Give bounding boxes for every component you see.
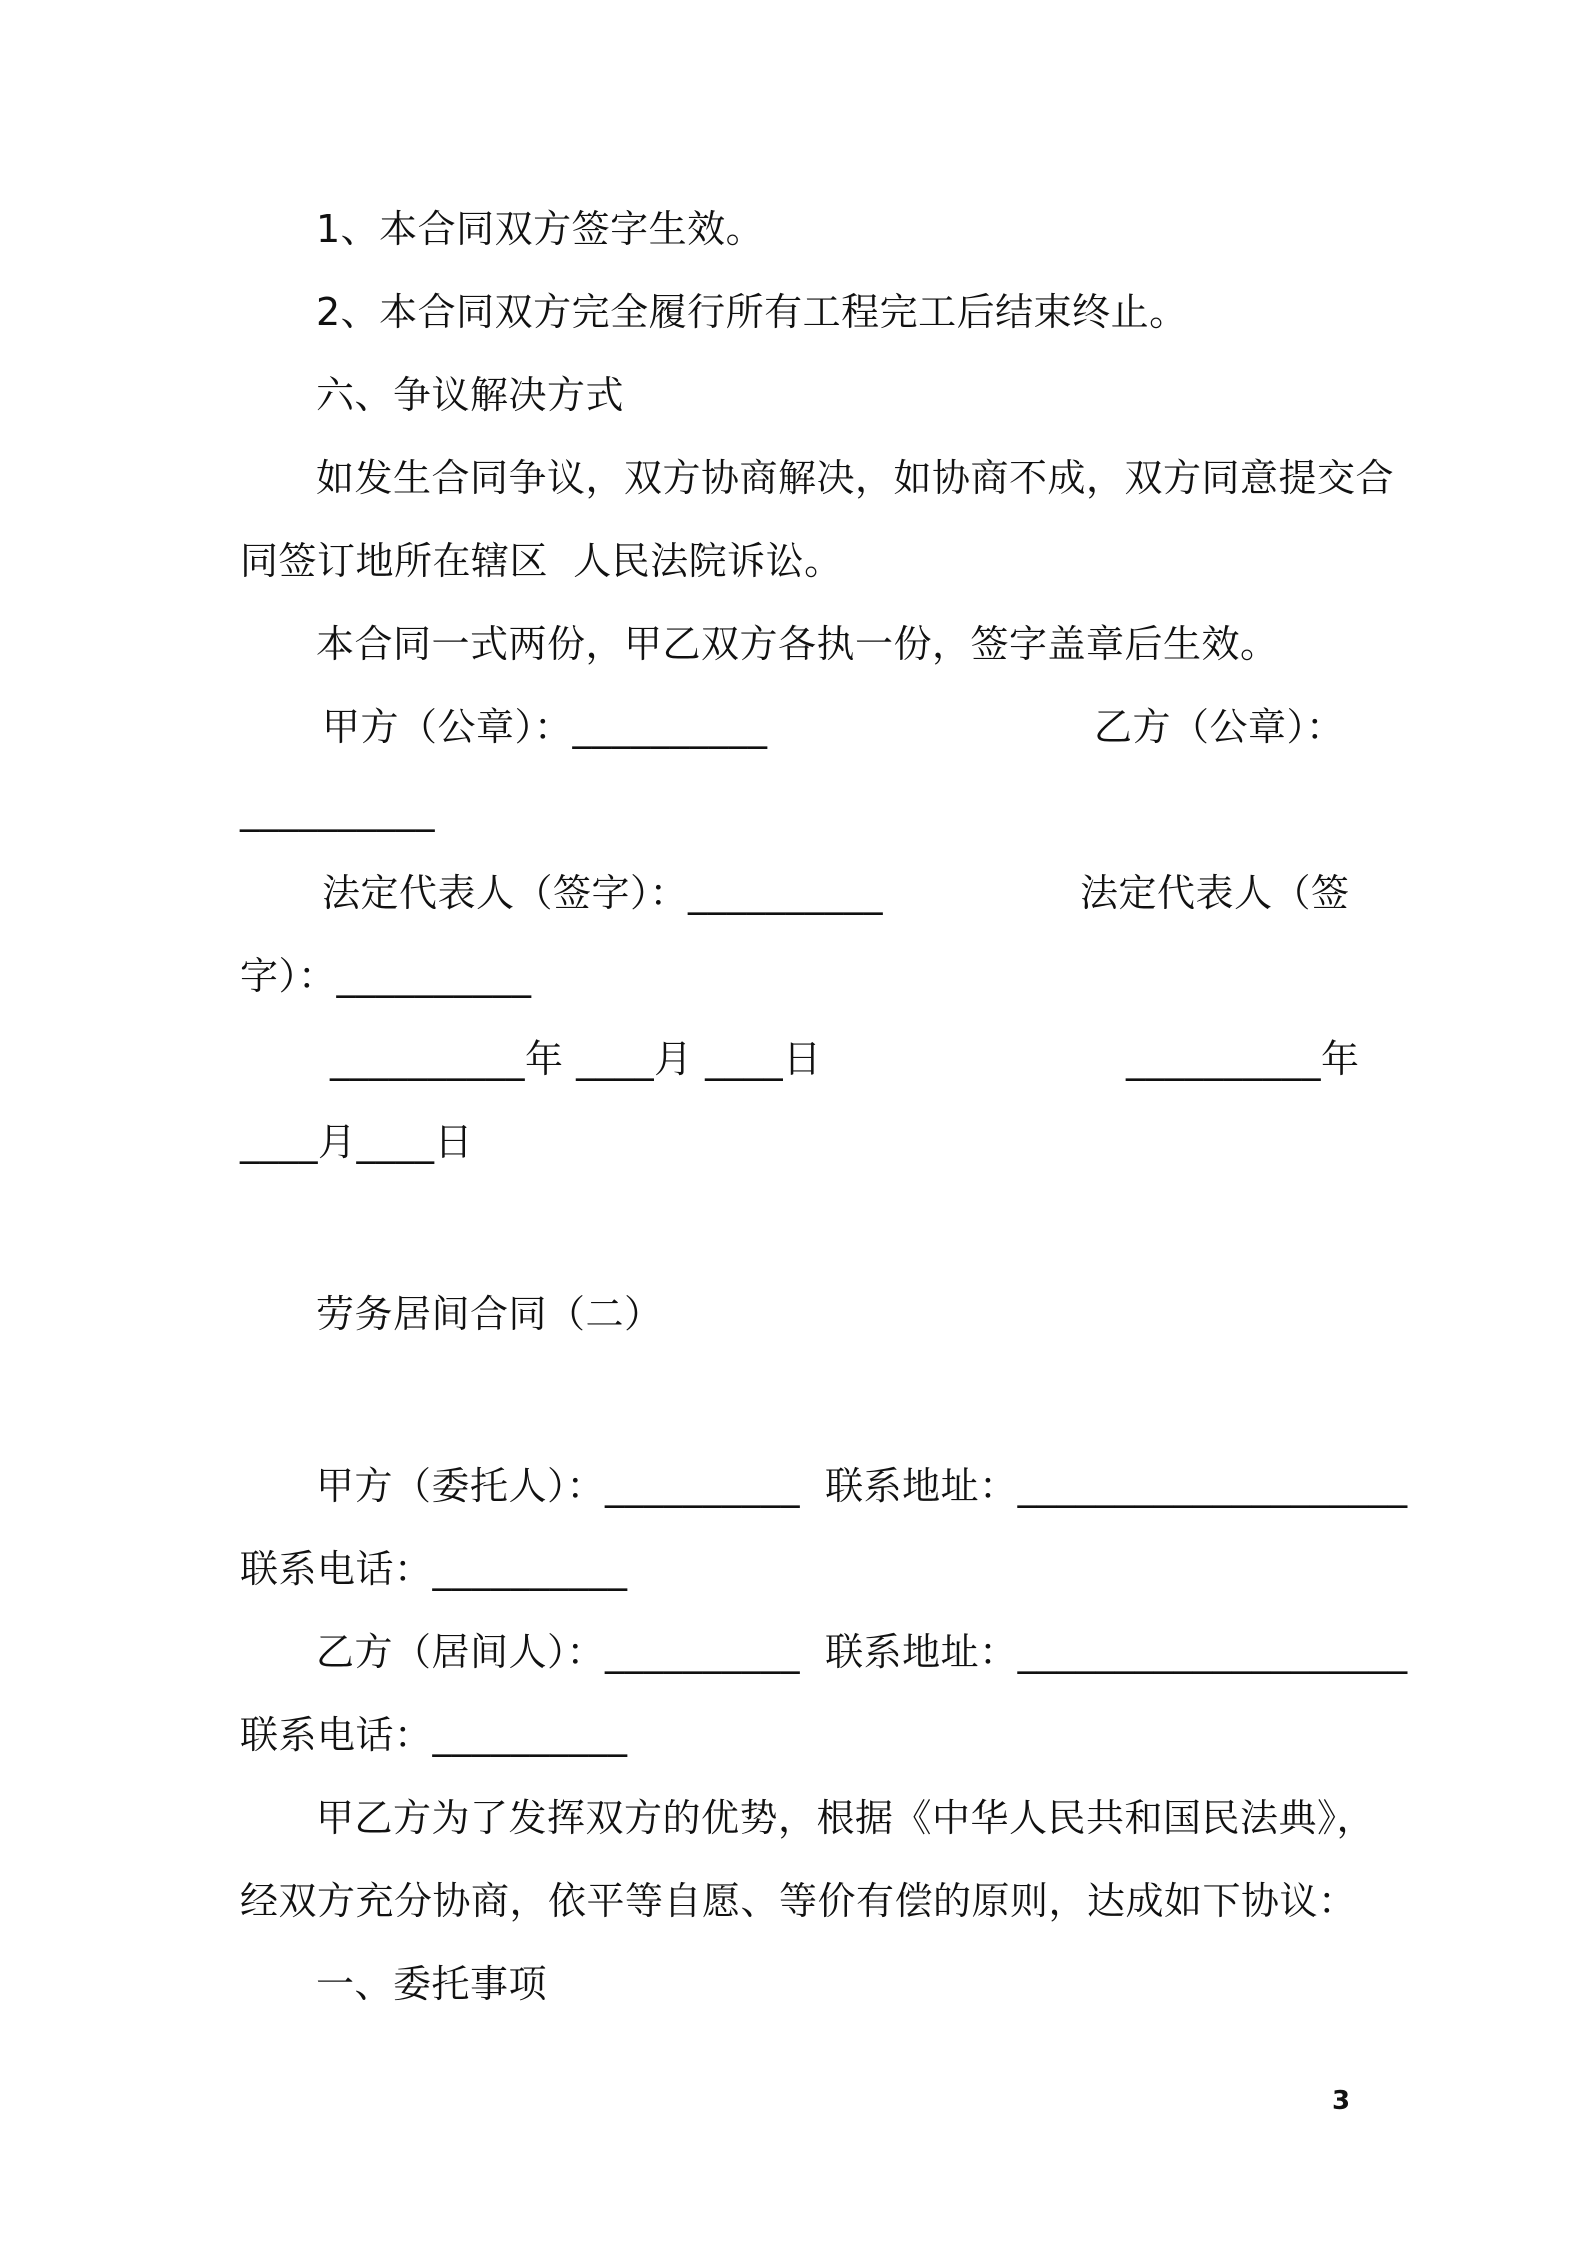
party-b-representative-cont: 字）：__________	[240, 954, 532, 998]
second-party-a-line: 甲方（委托人）：__________ 联系地址：____________________	[316, 1464, 1408, 1508]
dispute-text-line-1: 如发生合同争议，双方协商解决，如协商不成，双方同意提交合	[316, 456, 1395, 500]
party-b-seal-blank: __________	[240, 788, 435, 832]
clause-effective-2: 2、本合同双方完全履行所有工程完工后结束终止。	[316, 290, 1188, 334]
dispute-text-line-2: 同签订地所在辖区 人民法院诉讼。	[240, 539, 843, 583]
second-party-a-phone: 联系电话：__________	[240, 1547, 628, 1591]
party-b-seal-line: 乙方（公章）：	[1094, 705, 1345, 749]
party-a-representative-line: 法定代表人（签字）：__________	[322, 871, 884, 915]
section-1-heading: 一、委托事项	[316, 1962, 548, 2006]
preamble-line-1: 甲乙方为了发挥双方的优势，根据《中华人民共和国民法典》，	[316, 1796, 1376, 1840]
copies-clause: 本合同一式两份，甲乙双方各执一份，签字盖章后生效。	[316, 622, 1279, 666]
second-party-b-line: 乙方（居间人）：__________ 联系地址：____________________	[316, 1630, 1408, 1674]
dispute-heading: 六、争议解决方式	[316, 373, 625, 417]
party-b-date-cont: ____月____日	[240, 1120, 474, 1164]
clause-effective-1: 1、本合同双方签字生效。	[316, 207, 765, 251]
party-a-date-line: __________年 ____月 ____日	[330, 1037, 822, 1081]
page-number: 3	[1332, 2086, 1351, 2116]
party-b-representative-line: 法定代表人（签	[1080, 871, 1350, 915]
party-b-date-line: __________年	[1126, 1037, 1360, 1081]
preamble-line-2: 经双方充分协商，依平等自愿、等价有偿的原则，达成如下协议：	[240, 1879, 1357, 1923]
second-party-b-phone: 联系电话：__________	[240, 1713, 628, 1757]
second-contract-title: 劳务居间合同（二）	[316, 1292, 663, 1336]
party-a-seal-line: 甲方（公章）：__________	[322, 705, 768, 749]
